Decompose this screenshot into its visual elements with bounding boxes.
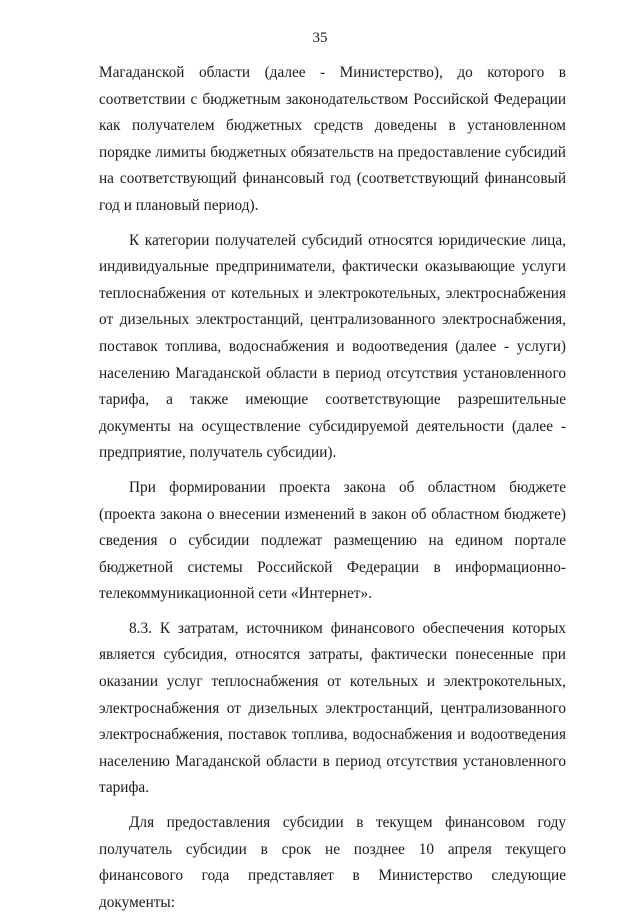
page-number: 35 [312, 30, 328, 46]
paragraph-budget-law: При формировании проекта закона об областном бюджете (проекта закона о внесении изменений в закон об областном бюджете) сведения о субсидии подлежат размещению на едином портале бюджетной системы Российской Федерации в информационно-телекоммуникационной сети «Интернет». [99, 478, 566, 603]
document-body [99, 60, 566, 916]
paragraph-section-8-3: 8.3. К затратам, источником финансового обеспечения которых является субсидия, относятся затраты, фактически понесенные при оказании услуг теплоснабжения от котельных и электрокотельных, электроснабжения от дизельных электростанций, централизованного электроснабжения, поставок топлива, водоснабжения и водоотведения населению Магаданской области в период отсутствия установленного тарифа. [99, 619, 566, 797]
paragraph-documents: Для предоставления субсидии в текущем финансовом году получатель субсидии в срок не позднее 10 апреля текущего финансового года представляет в Министерство следующие документы: [99, 814, 566, 911]
paragraph-continuation: Магаданской области (далее - Министерство), до которого в соответствии с бюджетным законодательством Российской Федерации как получателем бюджетных средств доведены в установленном порядке лимиты бюджетных обязательств на предоставление субсидий на соответствующий финансовый год (соответствующий финансовый год и плановый период). [99, 64, 566, 214]
paragraph-recipients: К категории получателей субсидий относятся юридические лица, индивидуальные предприниматели, фактически оказывающие услуги теплоснабжения от котельных и электрокотельных, электроснабжения от дизельных электростанций, централизованного электроснабжения, поставок топлива, водоснабжения и водоотведения (далее - услуги) населению Магаданской области в период отсутствия установленного тарифа, а также имеющие соответствующие разрешительные документы на осуществление субсидируемой деятельности (далее - предприятие, получатель субсидии). [99, 231, 566, 462]
